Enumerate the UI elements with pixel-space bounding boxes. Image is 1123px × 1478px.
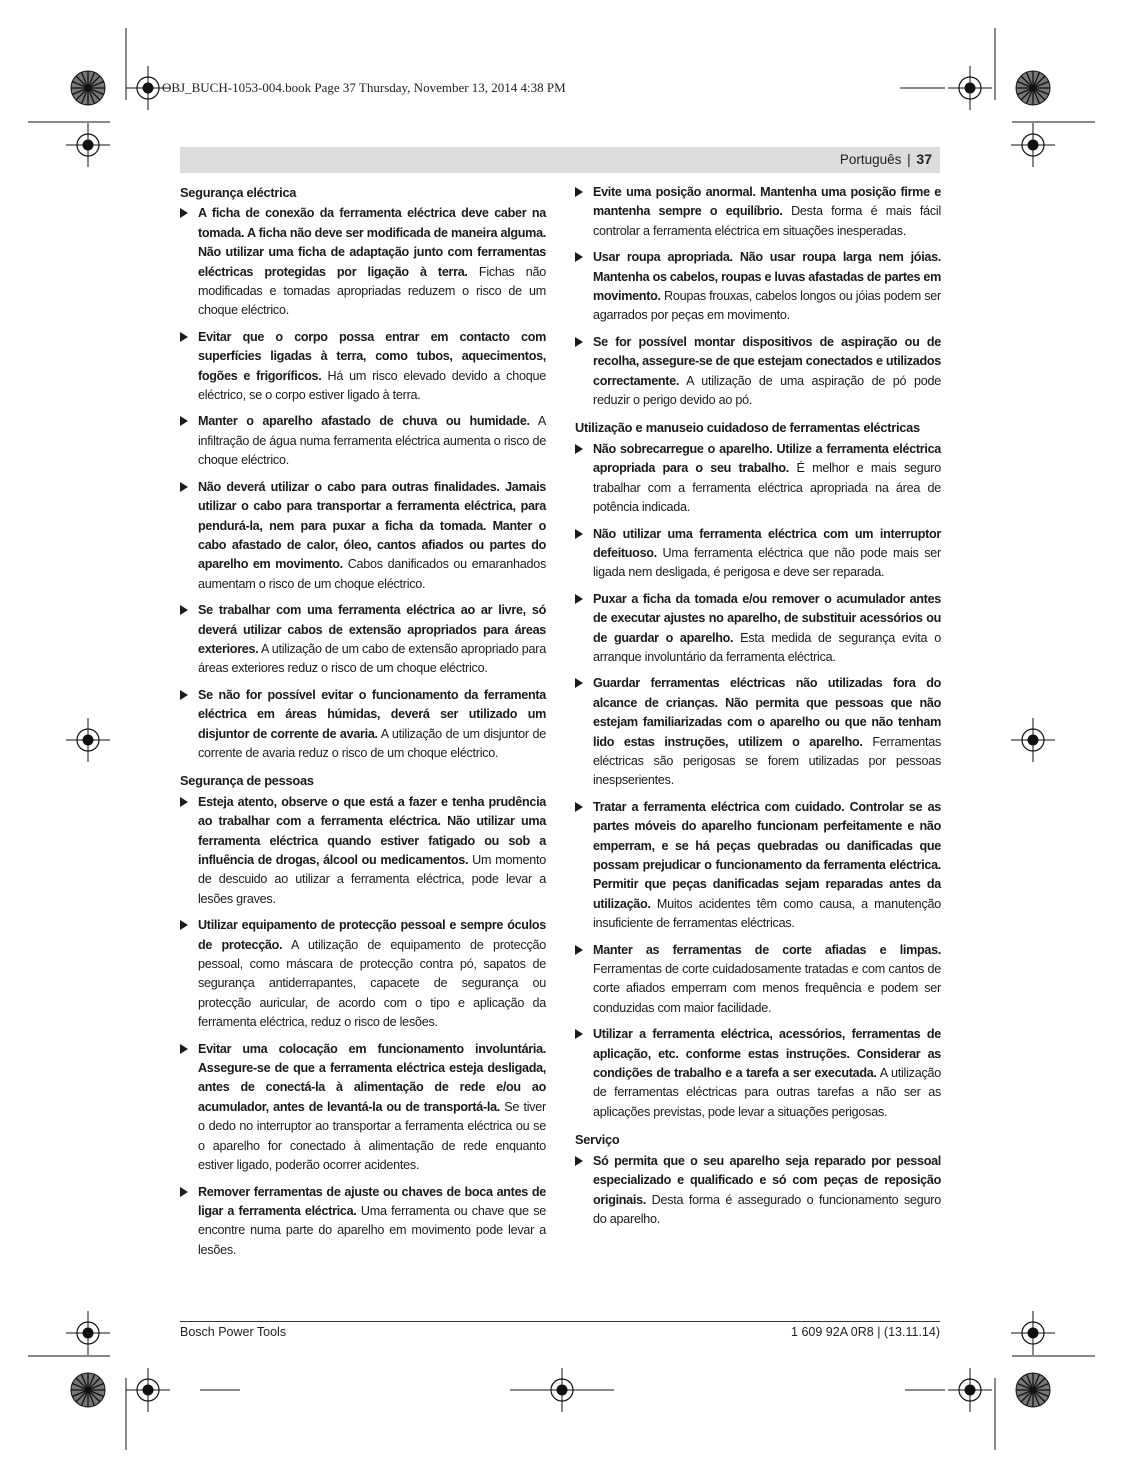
- registration-mark: [1011, 1311, 1055, 1355]
- safety-item-explanation: Roupas frouxas, cabelos longos ou jóias podem ser agarrados por peças em movimento.: [593, 289, 941, 323]
- safety-item: [180, 204, 546, 320]
- safety-item-instruction: Evitar que o corpo possa entrar em contacto com superfícies ligadas à terra, como tubos, aquecimentos, fogões e frigoríficos.: [198, 329, 546, 383]
- safety-item: [575, 248, 941, 326]
- safety-item-explanation: A utilização de um disjuntor de corrente de avaria reduz o risco de um choque eléctrico.: [198, 726, 546, 760]
- triangle-bullet-icon: [575, 802, 583, 812]
- safety-item-instruction: Remover ferramentas de ajuste ou chaves de boca antes de ligar a ferramenta eléctrica.: [198, 1184, 546, 1218]
- triangle-bullet-icon: [180, 208, 188, 218]
- safety-item-instruction: Evitar uma colocação em funcionamento involuntária. Assegure-se de que a ferramenta eléctrica esteja desligada, antes de conectá-la à alimentação de rede e/ou ao acumulador, antes de levantá-la ou de transportá-la.: [198, 1041, 546, 1114]
- safety-item-instruction: Utilizar a ferramenta eléctrica, acessórios, ferramentas de aplicação, etc. conforme estas instruções. Considerar as condições de trabalho e a tarefa a ser executada.: [593, 1027, 941, 1081]
- safety-item-explanation: É melhor e mais seguro trabalhar com a ferramenta eléctrica apropriada na área de potência indicada.: [593, 461, 941, 515]
- safety-item: [575, 1025, 941, 1122]
- safety-item-instruction: Só permita que o seu aparelho seja reparado por pessoal especializado e qualificado e só com peças de reposição originais.: [593, 1153, 941, 1207]
- triangle-bullet-icon: [180, 690, 188, 700]
- print-info-line: OBJ_BUCH-1053-004.book Page 37 Thursday, November 13, 2014 4:38 PM: [162, 80, 566, 95]
- safety-item: [575, 525, 941, 583]
- registration-mark: [66, 718, 110, 762]
- safety-item-explanation: Uma ferramenta eléctrica que não pode mais ser ligada nem desligada, é perigosa e deve ser reparada.: [593, 545, 941, 580]
- safety-item: [180, 601, 546, 679]
- page-number: 37: [916, 151, 932, 167]
- registration-mark: [66, 1311, 110, 1355]
- triangle-bullet-icon: [575, 678, 583, 688]
- safety-item: [575, 798, 941, 934]
- right-column: [575, 183, 941, 1236]
- triangle-bullet-icon: [575, 594, 583, 604]
- safety-item: [575, 941, 941, 1019]
- triangle-bullet-icon: [180, 416, 188, 426]
- registration-mark: [1011, 123, 1055, 167]
- color-target-bottom-left: [71, 1373, 105, 1407]
- footer-rule: [180, 1321, 940, 1322]
- footer-doc-code: 1 609 92A 0R8 | (13.11.14): [791, 1325, 940, 1339]
- safety-item-explanation: A utilização de ferramentas eléctricas para outras tarefas a não ser as aplicações previstas, pode levar a situações perigosas.: [593, 1066, 942, 1119]
- safety-item-explanation: Uma ferramenta ou chave que se encontre numa parte do aparelho em movimento pode levar a lesões.: [198, 1203, 546, 1257]
- section-heading: Utilização e manuseio cuidadoso de ferramentas eléctricas: [575, 420, 920, 436]
- safety-item-instruction: Manter as ferramentas de corte afiadas e limpas.: [593, 942, 941, 957]
- registration-mark: [948, 1368, 992, 1412]
- footer-publisher: Bosch Power Tools: [180, 1325, 287, 1339]
- safety-item-explanation: Ferramentas de corte cuidadosamente tratadas e com cantos de corte afiados emperram com menos frequência e podem ser conduzidas com maior facilidade.: [593, 962, 941, 1015]
- safety-item: [180, 916, 546, 1032]
- safety-item: [575, 333, 941, 411]
- safety-item-explanation: Esta medida de segurança evita o arranque involuntário da ferramenta eléctrica.: [593, 630, 941, 664]
- safety-item: [180, 1040, 546, 1176]
- safety-item-instruction: Evite uma posição anormal. Mantenha uma posição firme e mantenha sempre o equilíbrio.: [593, 185, 941, 219]
- triangle-bullet-icon: [575, 252, 583, 262]
- safety-item-explanation: A infiltração de água numa ferramenta eléctrica aumenta o risco de choque eléctrico.: [198, 414, 546, 468]
- safety-item: [575, 1152, 941, 1230]
- triangle-bullet-icon: [180, 1044, 188, 1054]
- safety-item: [575, 674, 941, 790]
- safety-item: [575, 440, 941, 518]
- safety-item-instruction: Esteja atento, observe o que está a fazer e tenha prudência ao trabalhar com a ferramenta eléctrica. Não utilizar uma ferramenta eléctrica quando estiver fatigado ou sob a influência de drogas, álcool ou medicamentos.: [198, 794, 546, 867]
- safety-item-explanation: A utilização de uma aspiração de pó pode reduzir o perigo devido ao pó.: [593, 373, 941, 408]
- triangle-bullet-icon: [575, 1156, 583, 1166]
- triangle-bullet-icon: [180, 797, 188, 807]
- triangle-bullet-icon: [180, 605, 188, 615]
- safety-item: [575, 590, 941, 668]
- triangle-bullet-icon: [575, 187, 583, 197]
- safety-item-explanation: Muitos acidentes têm como causa, a manutenção insuficiente de ferramentas eléctricas.: [593, 896, 941, 931]
- triangle-bullet-icon: [575, 1029, 583, 1039]
- color-target-bottom-right: [1016, 1373, 1050, 1407]
- safety-item-explanation: Ferramentas eléctricas são perigosas se forem utilizadas por pessoas inespserientes.: [593, 734, 941, 788]
- safety-item: [180, 1183, 546, 1261]
- safety-item-explanation: A utilização de equipamento de protecção pessoal, como máscara de protecção contra pó, sapatos de segurança antiderrapantes, capacete de segurança ou protecção auricular, de acordo com o tipo e aplicação da ferramenta eléctrica, reduz o risco de lesões.: [198, 937, 546, 1030]
- running-header: [180, 147, 940, 173]
- safety-item-instruction: Tratar a ferramenta eléctrica com cuidado. Controlar se as partes móveis do aparelho funcionam perfeitamente e não emperram, e se há peças quebradas ou danificadas que possam prejudicar o funcionamento da ferramenta eléctrica. Permitir que peças danificadas sejam reparadas antes da utilização.: [593, 799, 941, 911]
- registration-mark: [66, 123, 110, 167]
- safety-item: [180, 478, 546, 594]
- safety-item-instruction: Se trabalhar com uma ferramenta eléctrica ao ar livre, só deverá utilizar cabos de extensão apropriados para áreas exteriores.: [198, 603, 546, 656]
- triangle-bullet-icon: [575, 337, 583, 347]
- left-column: [180, 183, 546, 1267]
- safety-item: [180, 793, 546, 909]
- section-heading: Segurança eléctrica: [180, 185, 297, 200]
- safety-item-explanation: A utilização de um cabo de extensão apropriado para áreas exteriores reduz o risco de um choque eléctrico.: [198, 641, 546, 676]
- triangle-bullet-icon: [180, 920, 188, 930]
- registration-mark: [948, 66, 992, 110]
- triangle-bullet-icon: [575, 444, 583, 454]
- safety-item-explanation: Há um risco elevado devido a choque eléctrico, se o corpo estiver ligado à terra.: [198, 368, 546, 403]
- safety-item: [180, 412, 546, 470]
- safety-item-instruction: Se não for possível evitar o funcionamento da ferramenta eléctrica em áreas húmidas, deverá ser utilizado um disjuntor de corrente de avaria.: [198, 687, 546, 741]
- header-label: [840, 151, 932, 167]
- header-separator: |: [907, 152, 911, 167]
- safety-item-explanation: Se tiver o dedo no interruptor ao transportar a ferramenta eléctrica ou se o aparelho for conectado à alimentação de rede enquanto estiver ligado, poderão ocorrer acidentes.: [198, 1099, 546, 1173]
- safety-item-instruction: Se for possível montar dispositivos de aspiração ou de recolha, assegure-se de que estejam conectados e utilizados correctamente.: [593, 334, 941, 388]
- safety-item-explanation: Desta forma é mais fácil controlar a ferramenta eléctrica em situações inesperadas.: [593, 204, 941, 238]
- safety-item: [575, 183, 941, 241]
- safety-item-instruction: Manter o aparelho afastado de chuva ou humidade.: [198, 414, 530, 429]
- safety-item-instruction: Puxar a ficha da tomada e/ou remover o acumulador antes de executar ajustes no aparelho, de substituir acessórios ou de guardar o aparelho.: [593, 591, 941, 645]
- triangle-bullet-icon: [180, 332, 188, 342]
- safety-item-explanation: Fichas não modificadas e tomadas apropriadas reduzem o risco de um choque eléctrico.: [198, 264, 547, 318]
- header-language: Português: [839, 152, 902, 167]
- safety-item-instruction: Não sobrecarregue o aparelho. Utilize a ferramenta eléctrica apropriada para o seu trabalho.: [593, 441, 941, 476]
- registration-mark: [1011, 718, 1055, 762]
- safety-item-explanation: Um momento de descuido ao utilizar a ferramenta eléctrica, pode levar a lesões graves.: [198, 853, 546, 906]
- color-target-top-right: [1016, 71, 1050, 105]
- triangle-bullet-icon: [180, 482, 188, 492]
- safety-item-instruction: Não utilizar uma ferramenta eléctrica com um interruptor defeituoso.: [593, 526, 941, 560]
- safety-item-instruction: Guardar ferramentas eléctricas não utilizadas fora do alcance de crianças. Não permita que pessoas que não estejam familiarizadas com o aparelho ou que não tenham lido estas instruções, utilizem o aparelho.: [593, 676, 941, 749]
- section-heading: Segurança de pessoas: [180, 773, 314, 789]
- safety-item-instruction: A ficha de conexão da ferramenta eléctrica deve caber na tomada. A ficha não deve ser modificada de maneira alguma. Não utilizar uma ficha de adaptação junto com ferramentas eléctricas protegidas por ligação à terra.: [198, 206, 546, 279]
- safety-item-instruction: Não deverá utilizar o cabo para outras finalidades. Jamais utilizar o cabo para transportar a ferramenta eléctrica, para pendurá-la, nem para puxar a ficha da tomada. Manter o cabo afastado de calor, óleo, cantos afiados ou partes do aparelho em movimento.: [198, 479, 546, 572]
- registration-mark: [126, 1368, 170, 1412]
- safety-item-instruction: Utilizar equipamento de protecção pessoal e sempre óculos de protecção.: [198, 918, 546, 952]
- triangle-bullet-icon: [575, 945, 583, 955]
- triangle-bullet-icon: [180, 1187, 188, 1197]
- safety-item: [180, 328, 546, 406]
- color-target-top-left: [71, 71, 105, 105]
- safety-item-explanation: Cabos danificados ou emaranhados aumentam o risco de um choque eléctrico.: [198, 557, 547, 591]
- safety-item: [180, 686, 546, 764]
- safety-item-instruction: Usar roupa apropriada. Não usar roupa larga nem jóias. Mantenha os cabelos, roupas e luvas afastadas de partes em movimento.: [593, 250, 941, 304]
- section-heading: Serviço: [575, 1132, 620, 1148]
- triangle-bullet-icon: [575, 529, 583, 539]
- safety-item-explanation: Desta forma é assegurado o funcionamento seguro do aparelho.: [593, 1192, 942, 1226]
